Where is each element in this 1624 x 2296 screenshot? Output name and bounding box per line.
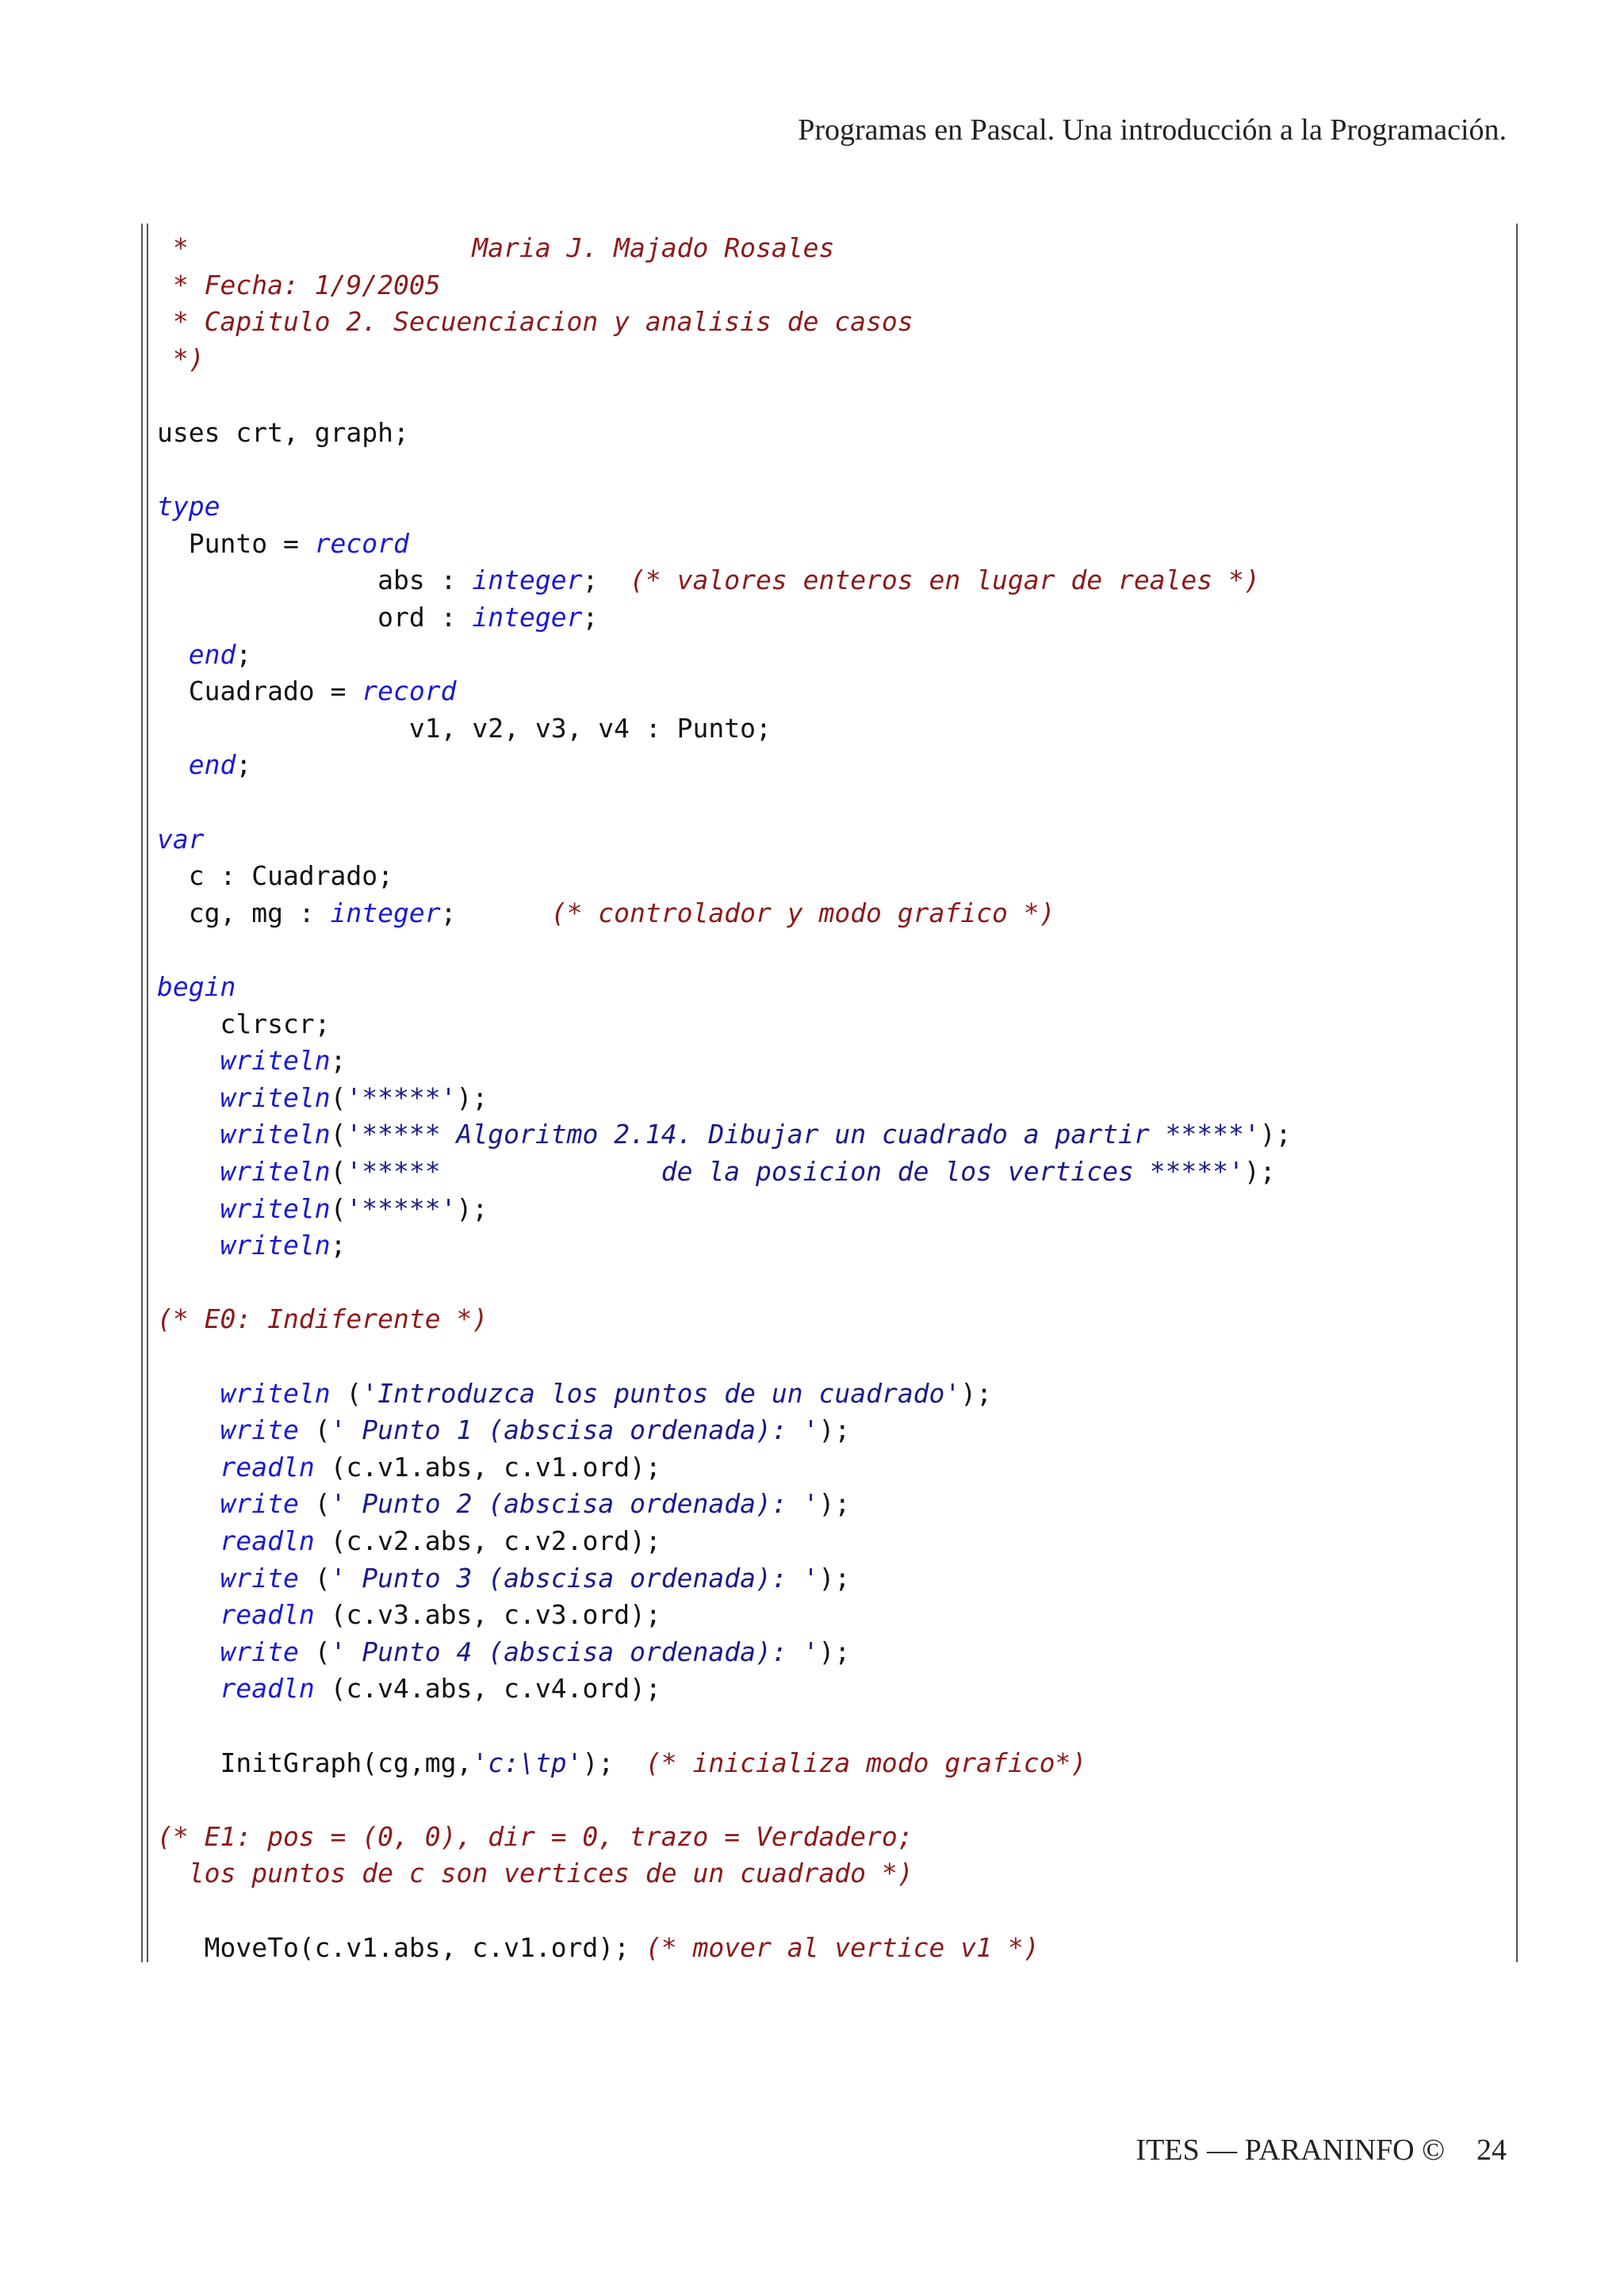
code-line: [157, 488, 220, 526]
code-line: [157, 1597, 661, 1634]
code-text: (c.v2.abs, c.v2.ord);: [314, 1525, 661, 1556]
code-keyword: end: [188, 638, 236, 670]
code-text: [157, 1525, 220, 1556]
code-text: (: [298, 1562, 331, 1594]
code-text: ;: [582, 602, 599, 633]
code-line: [157, 1670, 661, 1708]
code-text: ord :: [157, 602, 473, 633]
code-keyword: record: [362, 675, 457, 707]
code-text: (c.v4.abs, c.v4.ord);: [314, 1673, 661, 1705]
code-text: (: [330, 1081, 347, 1113]
code-text: );: [1259, 1119, 1292, 1150]
code-text: [157, 1082, 220, 1113]
code-string: 'Introduzca los puntos de un cuadrado': [362, 1377, 961, 1409]
code-line: [157, 1486, 850, 1523]
code-listing-frame: [141, 224, 1518, 1962]
page-number: 24: [1477, 2133, 1507, 2167]
code-line: [157, 1043, 346, 1080]
code-text: [157, 639, 189, 670]
code-text: Cuadrado =: [157, 675, 362, 707]
code-text: [157, 1563, 220, 1594]
code-text: [157, 1045, 220, 1076]
code-keyword: readln: [220, 1599, 315, 1631]
code-string: 'c:\tp': [472, 1747, 583, 1778]
code-text: (: [330, 1156, 347, 1187]
code-text: [157, 1414, 220, 1445]
code-text: );: [456, 1192, 488, 1224]
code-line: [157, 1301, 488, 1338]
code-line: [157, 562, 1260, 599]
code-text: [157, 1119, 220, 1150]
code-text: (c.v3.abs, c.v3.ord);: [314, 1599, 661, 1631]
code-line: [157, 895, 1055, 932]
code-line: [157, 1930, 1040, 1967]
code-keyword: type: [157, 491, 220, 522]
code-text: (: [298, 1636, 331, 1667]
code-line: [157, 1449, 661, 1487]
code-line: [157, 1154, 1276, 1191]
code-text: );: [1243, 1156, 1276, 1187]
code-text: ;: [440, 897, 551, 928]
code-string: '*****': [346, 1192, 457, 1224]
code-text: MoveTo(c.v1.abs, c.v1.ord);: [157, 1931, 645, 1963]
code-string: ' Punto 2 (abscisa ordenada): ': [330, 1488, 819, 1520]
code-keyword: integer: [472, 564, 583, 596]
right-rule: [1516, 224, 1518, 1962]
code-keyword: writeln: [220, 1045, 331, 1077]
code-text: [157, 1378, 220, 1409]
code-text: );: [818, 1488, 851, 1520]
code-keyword: write: [220, 1414, 299, 1446]
code-text: (c.v1.abs, c.v1.ord);: [314, 1451, 661, 1483]
code-line: [157, 1006, 331, 1043]
code-keyword: integer: [330, 897, 441, 928]
code-text: [157, 1230, 220, 1261]
code-comment: * Capitulo 2. Secuenciacion y analisis de casos: [157, 306, 914, 338]
code-line: [157, 1634, 850, 1671]
code-keyword: begin: [157, 971, 236, 1002]
code-text: );: [818, 1636, 851, 1667]
code-line: [157, 526, 409, 563]
code-text: c : Cuadrado;: [157, 860, 394, 892]
code-line: [157, 1523, 661, 1560]
code-text: ;: [330, 1230, 347, 1261]
code-keyword: write: [220, 1488, 299, 1520]
code-comment: (* inicializa modo grafico*): [645, 1747, 1087, 1778]
code-keyword: write: [220, 1562, 299, 1594]
code-comment: (* controlador y modo grafico *): [550, 897, 1055, 928]
code-string: ' Punto 4 (abscisa ordenada): ': [330, 1636, 819, 1667]
code-line: [157, 415, 409, 452]
code-comment: (* E1: pos = (0, 0), dir = 0, trazo = Verdadero;: [157, 1820, 914, 1852]
code-text: cg, mg :: [157, 897, 331, 928]
code-keyword: writeln: [220, 1377, 331, 1409]
code-text: );: [818, 1414, 851, 1446]
code-line: [157, 1191, 488, 1228]
code-text: [157, 1193, 220, 1224]
code-line: [157, 1560, 850, 1598]
code-text: (: [298, 1414, 331, 1446]
code-keyword: writeln: [220, 1230, 331, 1261]
code-text: ;: [236, 749, 252, 781]
code-text: );: [456, 1081, 488, 1113]
code-text: [157, 749, 189, 780]
code-text: Punto =: [157, 527, 315, 559]
code-keyword: writeln: [220, 1192, 331, 1224]
code-line: [157, 710, 772, 748]
footer-publisher: ITES — PARANINFO ©: [1136, 2133, 1445, 2167]
code-keyword: readln: [220, 1525, 315, 1556]
code-text: (: [330, 1192, 347, 1224]
code-comment: (* valores enteros en lugar de reales *): [630, 564, 1260, 596]
code-line: [157, 230, 834, 267]
code-line: [157, 821, 205, 859]
code-text: );: [582, 1747, 645, 1778]
code-keyword: record: [314, 527, 409, 559]
code-line: [157, 304, 914, 341]
code-string: '*****': [346, 1081, 457, 1113]
code-string: ' Punto 3 (abscisa ordenada): ': [330, 1562, 819, 1594]
code-comment: * Fecha: 1/9/2005: [157, 269, 441, 300]
code-text: [157, 1599, 220, 1630]
code-line: [157, 1116, 1292, 1154]
code-keyword: readln: [220, 1451, 315, 1483]
code-text: v1, v2, v3, v4 : Punto;: [157, 712, 772, 744]
code-keyword: write: [220, 1636, 299, 1667]
code-keyword: integer: [472, 602, 583, 633]
code-text: );: [960, 1377, 993, 1409]
code-text: (: [330, 1377, 362, 1409]
code-line: [157, 969, 236, 1006]
code-text: [157, 1452, 220, 1483]
code-line: [157, 1376, 992, 1413]
code-text: [157, 1488, 220, 1519]
code-text: uses crt, graph;: [157, 417, 409, 448]
code-keyword: end: [188, 749, 236, 781]
code-text: ;: [330, 1045, 347, 1077]
code-line: [157, 637, 251, 674]
code-keyword: writeln: [220, 1119, 331, 1150]
code-string: '***** Algoritmo 2.14. Dibujar un cuadrado a partir *****': [346, 1119, 1260, 1150]
page-header: Programas en Pascal. Una introducción a la Programación.: [798, 113, 1507, 147]
code-line: [157, 1745, 1086, 1782]
code-line: [157, 1227, 346, 1265]
page-footer: [1136, 2133, 1507, 2168]
code-line: [157, 858, 393, 895]
code-comment: los puntos de c son vertices de un cuadrado *): [157, 1858, 914, 1889]
code-line: [157, 1819, 914, 1856]
code-comment: *): [157, 342, 205, 374]
code-line: [157, 673, 457, 710]
code-line: [157, 267, 441, 304]
code-string: '***** de la posicion de los vertices *****': [346, 1156, 1244, 1187]
code-text: [157, 1673, 220, 1704]
code-text: abs :: [157, 564, 473, 596]
code-comment: (* mover al vertice v1 *): [645, 1931, 1040, 1963]
code-text: ;: [236, 638, 252, 670]
code-line: [157, 747, 251, 784]
code-text: InitGraph(cg,mg,: [157, 1747, 473, 1778]
code-text: ;: [582, 564, 630, 596]
code-line: [157, 1080, 488, 1117]
code-comment: (* E0: Indiferente *): [157, 1303, 488, 1335]
code-text: [157, 1156, 220, 1187]
code-text: (: [330, 1119, 347, 1150]
left-rule-inner: [147, 224, 148, 1962]
code-text: clrscr;: [157, 1008, 331, 1039]
code-line: [157, 1412, 850, 1449]
code-text: );: [818, 1562, 851, 1594]
code-keyword: writeln: [220, 1156, 331, 1187]
code-line: [157, 341, 205, 378]
code-text: [157, 1636, 220, 1667]
code-string: ' Punto 1 (abscisa ordenada): ': [330, 1414, 819, 1446]
left-rule-outer: [141, 224, 143, 1962]
code-keyword: writeln: [220, 1081, 331, 1113]
code-comment: * Maria J. Majado Rosales: [157, 232, 835, 263]
code-keyword: readln: [220, 1673, 315, 1705]
code-keyword: var: [157, 823, 205, 855]
code-text: (: [298, 1488, 331, 1520]
code-line: [157, 599, 598, 637]
code-line: [157, 1855, 914, 1892]
